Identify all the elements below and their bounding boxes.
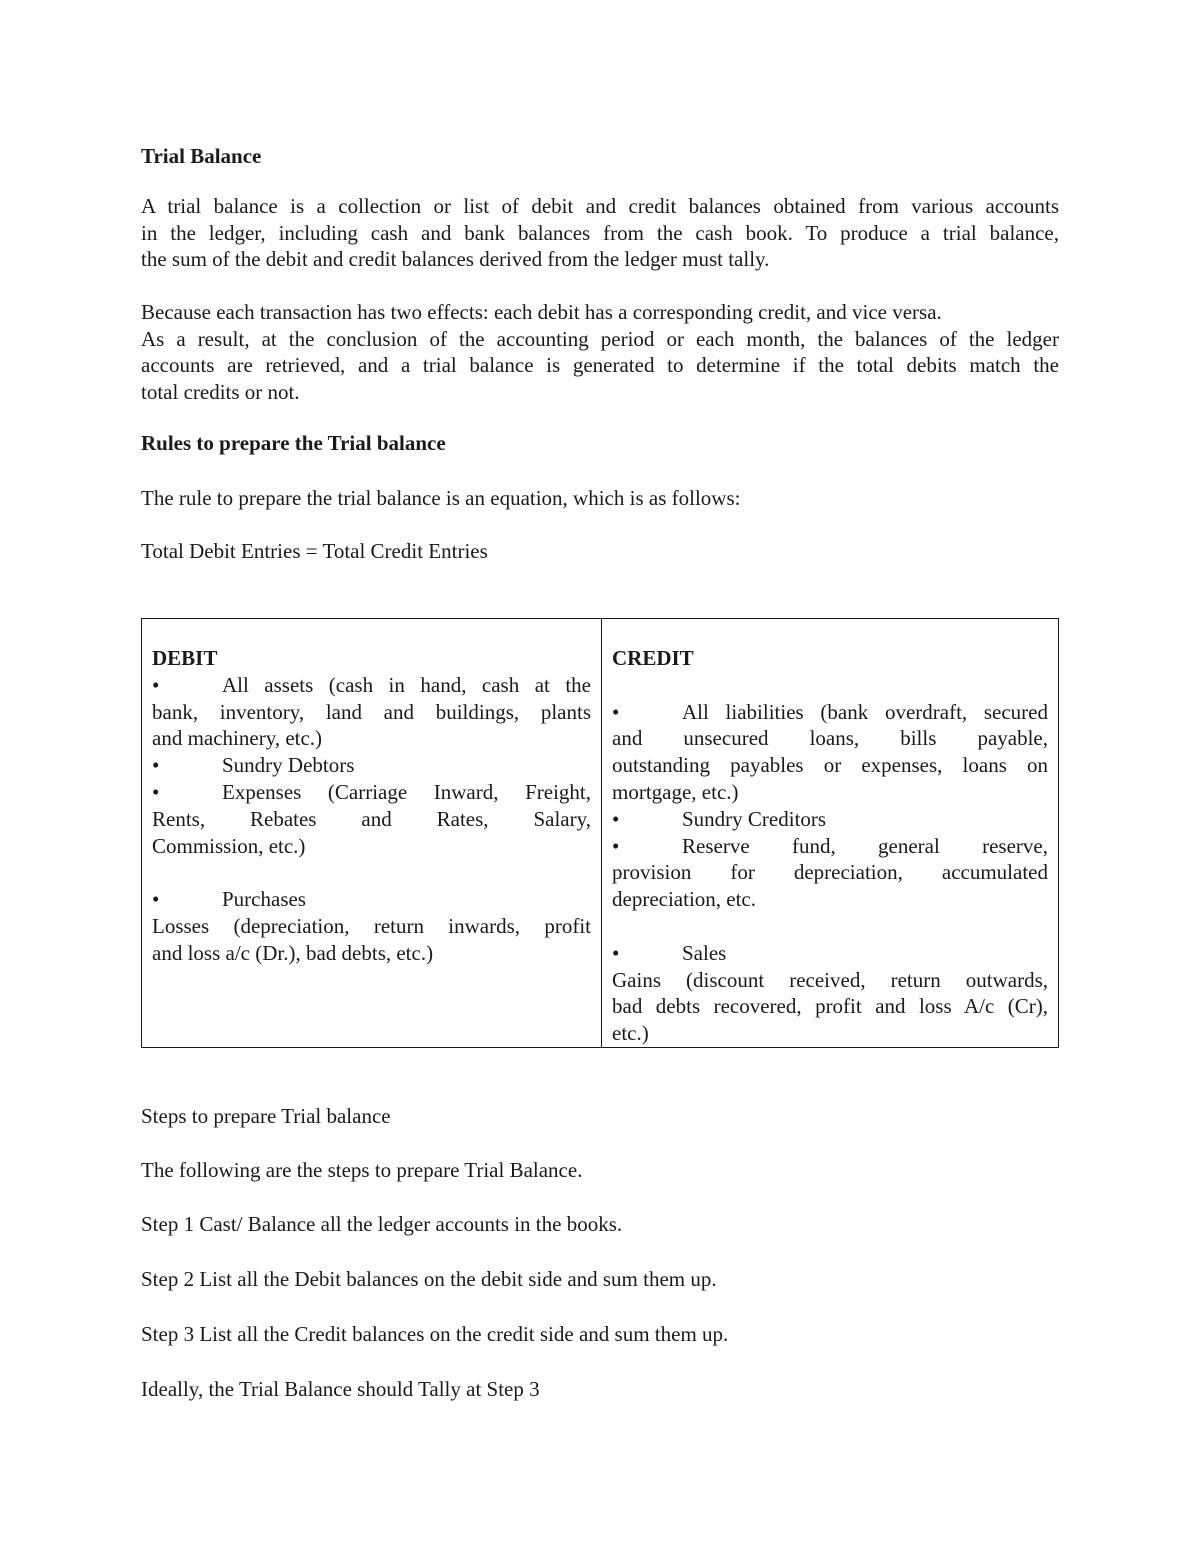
- credit-gains-line: etc.): [612, 1021, 649, 1046]
- page-title: Trial Balance: [141, 144, 262, 168]
- credit-item-sundry-creditors: • Sundry Creditors: [612, 806, 827, 831]
- intro-line: A trial balance is a collection or list of debit and credit balances obtained from various accounts: [141, 194, 1059, 218]
- bullet: •: [612, 940, 620, 965]
- debit-item-expenses: • Expenses (Carriage Inward, Freight,: [152, 779, 591, 804]
- effects-line: total credits or not.: [141, 379, 300, 404]
- debit-expenses-line: Commission, etc.): [152, 833, 306, 858]
- effects-line: Because each transaction has two effects: each debit has a corresponding credit, and vice versa.: [141, 300, 942, 324]
- debit-credit-table: [141, 618, 1059, 1048]
- debit-assets-line: and machinery, etc.): [152, 726, 323, 751]
- effects-line: accounts are retrieved, and a trial balance is generated to determine if the total debits match the: [141, 353, 1059, 377]
- steps-heading: Steps to prepare Trial balance: [141, 1104, 391, 1128]
- credit-reserve-line: provision for depreciation, accumulated: [612, 860, 1048, 885]
- step-item: Step 1 Cast/ Balance all the ledger accounts in the books.: [141, 1212, 623, 1236]
- credit-liabilities-line: and unsecured loans, bills payable,: [612, 726, 1048, 751]
- bullet: •: [152, 753, 160, 778]
- intro-paragraph: [141, 193, 1059, 273]
- credit-cell: [602, 619, 1059, 1048]
- debit-losses-line: and loss a/c (Dr.), bad debts, etc.): [152, 940, 434, 965]
- intro-line: the sum of the debit and credit balances derived from the ledger must tally.: [141, 247, 770, 271]
- debit-heading: DEBIT: [152, 646, 218, 670]
- bullet: •: [612, 806, 620, 831]
- equation: Total Debit Entries = Total Credit Entries: [141, 539, 488, 563]
- credit-item-reserve: • Reserve fund, general reserve,: [612, 833, 1048, 858]
- intro-line: in the ledger, including cash and bank balances from the cash book. To produce a trial balance,: [141, 220, 1059, 245]
- effects-line: As a result, at the conclusion of the accounting period or each month, the balances of the ledger: [141, 326, 1059, 351]
- bullet: •: [612, 833, 620, 858]
- credit-heading: CREDIT: [612, 646, 694, 670]
- bullet: •: [152, 672, 160, 697]
- conclusion: Ideally, the Trial Balance should Tally at Step 3: [141, 1377, 540, 1401]
- debit-item-sundry-debtors: • Sundry Debtors: [152, 753, 355, 778]
- debit-losses-line: Losses (depreciation, return inwards, profit: [152, 913, 591, 938]
- bullet: •: [152, 779, 160, 804]
- debit-item-purchases: • Purchases: [152, 887, 306, 912]
- credit-item-liabilities: • All liabilities (bank overdraft, secured: [612, 699, 1048, 724]
- steps-intro: The following are the steps to prepare Trial Balance.: [141, 1158, 583, 1182]
- credit-gains-line: Gains (discount received, return outwards,: [612, 967, 1048, 992]
- step-item: Step 3 List all the Credit balances on the credit side and sum them up.: [141, 1322, 729, 1346]
- credit-item-sales: • Sales: [612, 940, 727, 965]
- effects-paragraph: [141, 299, 1059, 405]
- step-item: Step 2 List all the Debit balances on the debit side and sum them up.: [141, 1267, 717, 1291]
- debit-cell: [142, 619, 602, 1048]
- debit-assets-line: bank, inventory, land and buildings, plants: [152, 699, 591, 724]
- credit-liabilities-line: mortgage, etc.): [612, 779, 739, 804]
- credit-reserve-line: depreciation, etc.: [612, 887, 757, 912]
- rules-text: The rule to prepare the trial balance is an equation, which is as follows:: [141, 486, 741, 510]
- bullet: •: [612, 699, 620, 724]
- debit-expenses-line: Rents, Rebates and Rates, Salary,: [152, 806, 591, 831]
- debit-item-assets: • All assets (cash in hand, cash at the: [152, 672, 591, 697]
- credit-liabilities-line: outstanding payables or expenses, loans on: [612, 753, 1048, 778]
- rules-heading: Rules to prepare the Trial balance: [141, 431, 446, 455]
- credit-gains-line: bad debts recovered, profit and loss A/c (Cr),: [612, 994, 1048, 1019]
- bullet: •: [152, 887, 160, 912]
